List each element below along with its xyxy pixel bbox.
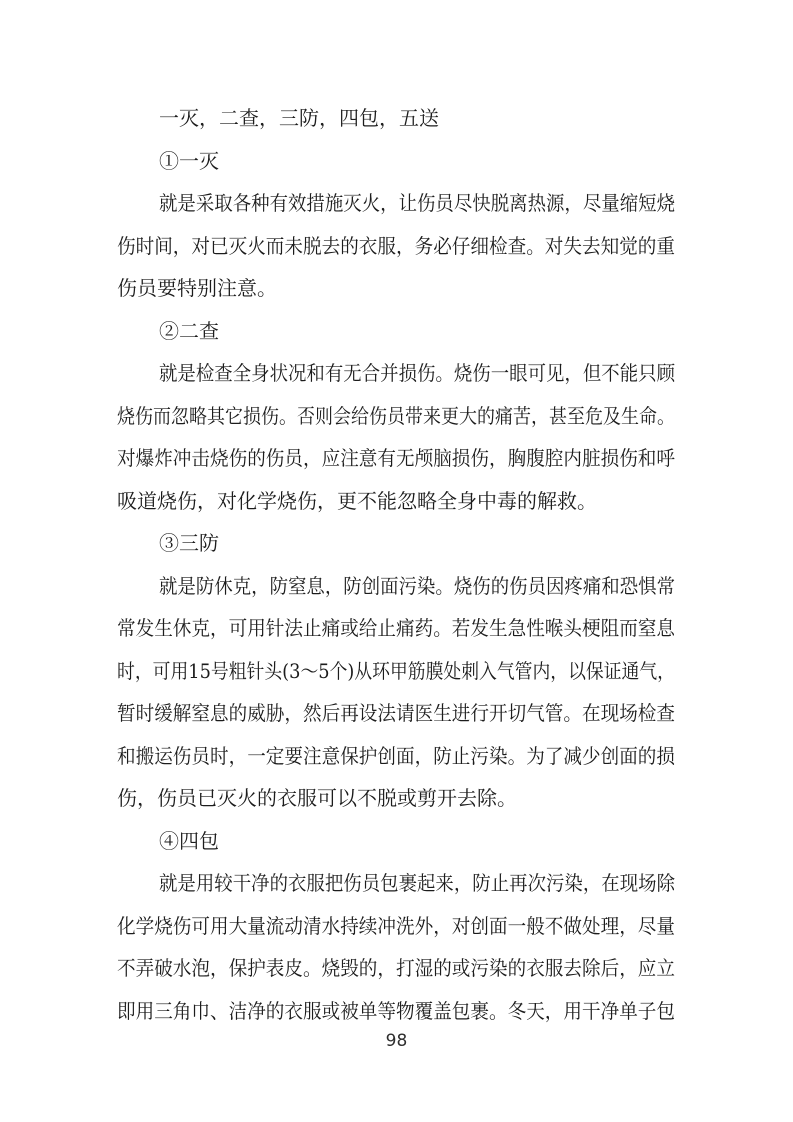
text-line-content: 化学烧伤可用大量流动清水持续冲洗外，对创面一般不做处理，尽量: [117, 913, 675, 938]
text-line: [117, 352, 675, 395]
text-line: [117, 267, 675, 310]
text-line: [117, 947, 675, 990]
text-line-content: ②二查: [159, 318, 219, 343]
text-line: [117, 862, 675, 905]
text-line-content: 烧伤而忽略其它损伤。否则会给伤员带来更大的痛苦，甚至危及生命。: [117, 403, 675, 428]
text-line-content: 吸道烧伤，对化学烧伤，更不能忽略全身中毒的解救。: [117, 488, 597, 513]
text-line: [117, 820, 675, 863]
text-line-content: 就是采取各种有效措施灭火，让伤员尽快脱离热源，尽量缩短烧: [159, 191, 675, 215]
text-line: [117, 182, 675, 225]
text-line: [117, 97, 675, 140]
text-line: [117, 990, 675, 1033]
text-line: [117, 905, 675, 948]
text-line-content: 伤时间，对已灭火而未脱去的衣服，务必仔细检查。对失去知觉的重: [117, 233, 675, 258]
text-line-content: 不弄破水泡，保护表皮。烧毁的，打湿的或污染的衣服去除后，应立: [117, 956, 675, 980]
text-line-content: 时，可用15号粗针头(3～5个)从环甲筋膜处刺入气管内，以保证通气，: [117, 658, 675, 683]
text-line: [117, 310, 675, 353]
text-line-content: ④四包: [159, 828, 219, 853]
text-line-content: 对爆炸冲击烧伤的伤员，应注意有无颅脑损伤，胸腹腔内脏损伤和呼: [117, 446, 675, 470]
text-line-content: ①一灭: [159, 148, 219, 173]
text-line-content: 一灭，二查，三防，四包，五送: [159, 106, 439, 130]
text-line-content: 伤，伤员已灭火的衣服可以不脱或剪开去除。: [117, 786, 517, 810]
text-line-content: 暂时缓解窒息的威胁，然后再设法请医生进行开切气管。在现场检查: [117, 701, 675, 725]
text-line: [117, 735, 675, 778]
text-line: [117, 522, 675, 565]
text-line: [117, 607, 675, 650]
text-line: [117, 225, 675, 268]
text-line-content: 就是防休克，防窒息，防创面污染。烧伤的伤员因疼痛和恐惧常: [159, 573, 675, 598]
text-line: [117, 565, 675, 608]
page-number: 98: [385, 1031, 408, 1051]
document-body: [117, 97, 675, 1032]
text-line: [117, 650, 675, 693]
text-line-content: 就是检查全身状况和有无合并损伤。烧伤一眼可见，但不能只顾: [159, 361, 675, 385]
text-line-content: 常发生休克，可用针法止痛或给止痛药。若发生急性喉头梗阻而窒息: [117, 616, 675, 640]
text-line-content: ③三防: [159, 531, 219, 555]
text-line-content: 伤员要特别注意。: [117, 276, 277, 300]
text-line: [117, 395, 675, 438]
text-line-content: 和搬运伤员时，一定要注意保护创面，防止污染。为了减少创面的损: [117, 743, 675, 768]
text-line: [117, 777, 675, 820]
text-line-content: 即用三角巾、洁净的衣服或被单等物覆盖包裹。冬天，用干净单子包: [117, 998, 675, 1023]
text-line: [117, 140, 675, 183]
text-line: [117, 480, 675, 523]
text-line-content: 就是用较干净的衣服把伤员包裹起来，防止再次污染，在现场除: [159, 871, 675, 895]
text-line: [117, 437, 675, 480]
text-line: [117, 692, 675, 735]
